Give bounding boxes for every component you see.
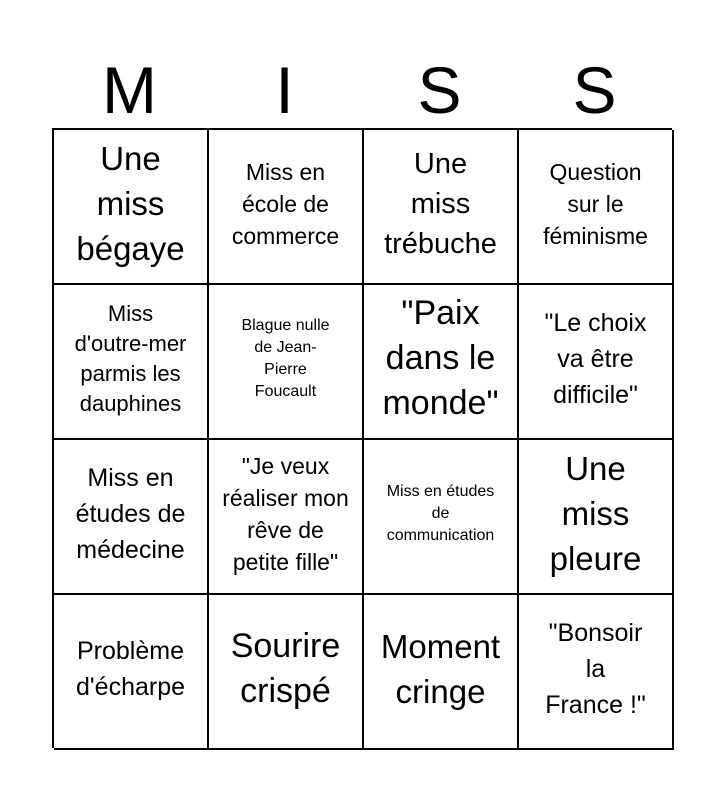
bingo-cell-r3c4[interactable]	[519, 440, 674, 595]
bingo-cell-text: Moment cringe	[380, 627, 501, 710]
bingo-header	[52, 52, 672, 128]
bingo-cell-text: Problème d'écharpe	[75, 636, 186, 701]
header-letter-3: S	[417, 53, 462, 127]
bingo-cell-text: Question sur le féminisme	[543, 158, 648, 249]
bingo-cell-r1c2[interactable]	[209, 130, 364, 285]
header-letter-2: I	[275, 53, 294, 127]
bingo-cell-text: "Paix dans le monde"	[382, 294, 499, 422]
bingo-grid	[52, 128, 672, 748]
bingo-cell-r4c3[interactable]	[364, 595, 519, 750]
bingo-cell-r2c2[interactable]	[209, 285, 364, 440]
bingo-cell-r4c1[interactable]	[54, 595, 209, 750]
bingo-cell-text: Miss en études de médecine	[75, 463, 186, 564]
bingo-cell-r2c4[interactable]	[519, 285, 674, 440]
bingo-cell-r2c3[interactable]	[364, 285, 519, 440]
bingo-cell-r1c4[interactable]	[519, 130, 674, 285]
bingo-cell-text: "Le choix va être difficile"	[544, 308, 647, 409]
header-letter-4: S	[572, 53, 617, 127]
bingo-cell-r1c1[interactable]	[54, 130, 209, 285]
bingo-cell-text: Une miss bégaye	[76, 140, 185, 267]
bingo-cell-text: Miss d'outre-mer parmis les dauphines	[74, 300, 187, 416]
bingo-cell-r4c4[interactable]	[519, 595, 674, 750]
bingo-cell-r2c1[interactable]	[54, 285, 209, 440]
bingo-cell-text: Blague nulle de Jean- Pierre Foucault	[241, 316, 330, 400]
bingo-cell-text: Sourire crispé	[230, 626, 341, 710]
header-letter-1: M	[102, 53, 157, 127]
bingo-cell-r3c2[interactable]	[209, 440, 364, 595]
bingo-cell-r4c2[interactable]	[209, 595, 364, 750]
bingo-cell-text: Miss en études de communication	[386, 482, 495, 544]
bingo-cell-text: "Bonsoir la France !"	[545, 618, 646, 719]
bingo-cell-text: Une miss trébuche	[384, 147, 497, 260]
bingo-cell-text: "Je veux réaliser mon rêve de petite fille"	[222, 452, 349, 575]
bingo-cell-text: Une miss pleure	[549, 450, 642, 577]
bingo-cell-r3c3[interactable]	[364, 440, 519, 595]
bingo-cell-r1c3[interactable]	[364, 130, 519, 285]
bingo-cell-text: Miss en école de commerce	[231, 158, 340, 249]
bingo-cell-r3c1[interactable]	[54, 440, 209, 595]
